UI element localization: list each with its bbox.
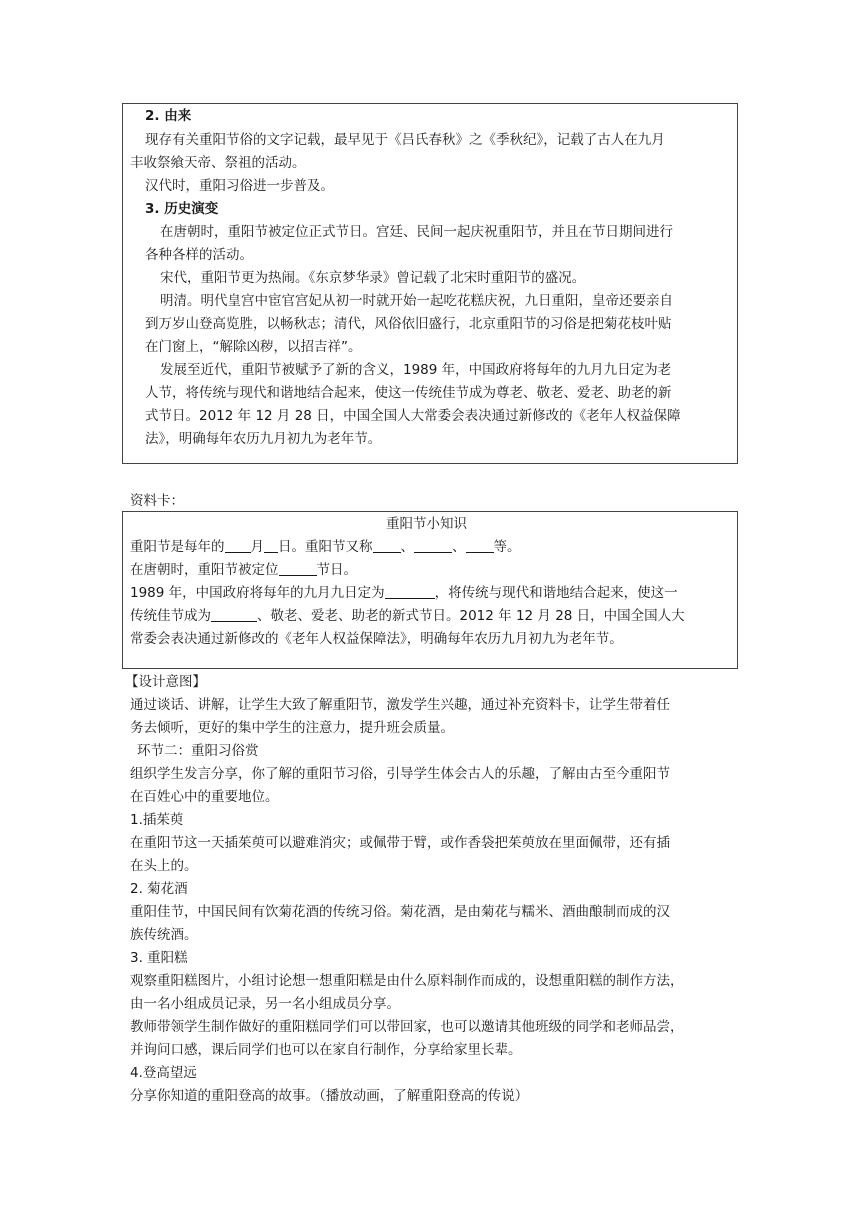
paragraph-line: 组织学生发言分享，你了解的重阳节习俗，引导学生体会古人的乐趣，了解由古至今重阳节	[130, 766, 670, 782]
paragraph-line: 法》，明确每年农历九月初九为老年节。	[145, 431, 382, 447]
section-heading-history: 3. 历史演变	[145, 201, 219, 217]
blank-month[interactable]	[225, 538, 251, 553]
paragraph-line: 式节日。2012 年 12 月 28 日，中国全国人大常委会表决通过新修改的《老年人权益保障	[145, 408, 681, 424]
paragraph-line: 在百姓心中的重要地位。	[130, 789, 279, 805]
paragraph-line: 在头上的。	[130, 858, 198, 874]
blank-respect[interactable]	[211, 607, 257, 622]
section-heading-origin: 2. 由来	[145, 108, 192, 124]
paragraph-line: 汉代时，重阳习俗进一步普及。	[145, 178, 334, 194]
paragraph-line: 重阳佳节，中国民间有饮菊花酒的传统习俗。菊花酒，是由菊花与糯米、酒曲酿制而成的汉	[130, 904, 670, 920]
paragraph-line: 由一名小组成员记录，另一名小组成员分享。	[130, 996, 400, 1012]
blank-festival-status[interactable]	[279, 561, 317, 576]
step-heading: 环节二：重阳习俗赏	[137, 743, 259, 759]
paragraph-line: 通过谈话、讲解，让学生大致了解重阳节，激发学生兴趣，通过补充资料卡，让学生带着任	[130, 697, 670, 713]
paragraph-line: 明清。明代皇宫中宦官宫妃从初一时就开始一起吃花糕庆祝，九日重阳，皇帝还要亲自	[160, 293, 673, 309]
paragraph-line: 在唐朝时，重阳节被定位正式节日。宫廷、民间一起庆祝重阳节，并且在节日期间进行	[160, 224, 673, 240]
paragraph-line: 现存有关重阳节俗的文字记载，最早见于《吕氏春秋》之《季秋纪》，记载了古人在九月	[145, 132, 665, 148]
custom-heading: 1.插茱萸	[130, 812, 184, 828]
blank-day[interactable]	[264, 538, 278, 553]
blank-alias-1[interactable]	[373, 538, 401, 553]
custom-heading: 3. 重阳糕	[130, 950, 188, 966]
paragraph-line: 到万岁山登高览胜，以畅秋志；清代，风俗依旧盛行，北京重阳节的习俗是把菊花枝叶贴	[145, 316, 672, 332]
design-intent-heading: 【设计意图】	[125, 674, 206, 690]
paragraph-line: 族传统酒。	[130, 927, 198, 943]
blank-alias-3[interactable]	[466, 538, 494, 553]
fill-blank-line: 在唐朝时，重阳节被定位 节日。	[130, 562, 357, 578]
fill-blank-line: 传统佳节成为 、敬老、爱老、助老的新式节日。2012 年 12 月 28 日，中国全国人大	[130, 608, 685, 624]
blank-festival-name[interactable]	[385, 584, 435, 599]
paragraph-line: 人节，将传统与现代和谐地结合起来，使这一传统佳节成为尊老、敬老、爱老、助老的新	[145, 385, 672, 401]
fill-blank-line: 重阳节是每年的 月 日。重阳节又称 、 、 等。	[130, 539, 521, 555]
paragraph-line: 分享你知道的重阳登高的故事。（播放动画，了解重阳登高的传说）	[130, 1088, 529, 1104]
paragraph-line: 常委会表决通过新修改的《老年人权益保障法》，明确每年农历九月初九为老年节。	[130, 631, 623, 647]
fill-blank-line: 1989 年，中国政府将每年的九月九日定为 ，将传统与现代和谐地结合起来，使这一	[130, 585, 678, 601]
paragraph-line: 宋代，重阳节更为热闹。《东京梦华录》曾记载了北宋时重阳节的盛况。	[160, 270, 586, 286]
paragraph-line: 观察重阳糕图片，小组讨论想一想重阳糕是由什么原料制作而成的，设想重阳糕的制作方法，	[130, 973, 684, 989]
info-card-label: 资料卡：	[130, 493, 184, 509]
blank-alias-2[interactable]	[414, 538, 452, 553]
paragraph-line: 在门窗上，“解除凶秽，以招吉祥”。	[145, 339, 362, 355]
paragraph-line: 发展至近代，重阳节被赋予了新的含义，1989 年，中国政府将每年的九月九日定为老	[160, 362, 672, 378]
paragraph-line: 在重阳节这一天插茱萸可以避难消灾；或佩带于臂，或作香袋把茱萸放在里面佩带，还有插	[130, 835, 670, 851]
custom-heading: 4.登高望远	[130, 1065, 197, 1081]
paragraph-line: 教师带领学生制作做好的重阳糕同学们可以带回家，也可以邀请其他班级的同学和老师品尝，	[130, 1019, 684, 1035]
paragraph-line: 并询问口感，课后同学们也可以在家自行制作，分享给家里长辈。	[130, 1042, 522, 1058]
info-card-title: 重阳节小知识	[386, 516, 467, 532]
paragraph-line: 丰收祭飨天帝、祭祖的活动。	[130, 155, 306, 171]
paragraph-line: 务去倾听，更好的集中学生的注意力，提升班会质量。	[130, 720, 454, 736]
paragraph-line: 各种各样的活动。	[145, 247, 253, 263]
custom-heading: 2. 菊花酒	[130, 881, 188, 897]
